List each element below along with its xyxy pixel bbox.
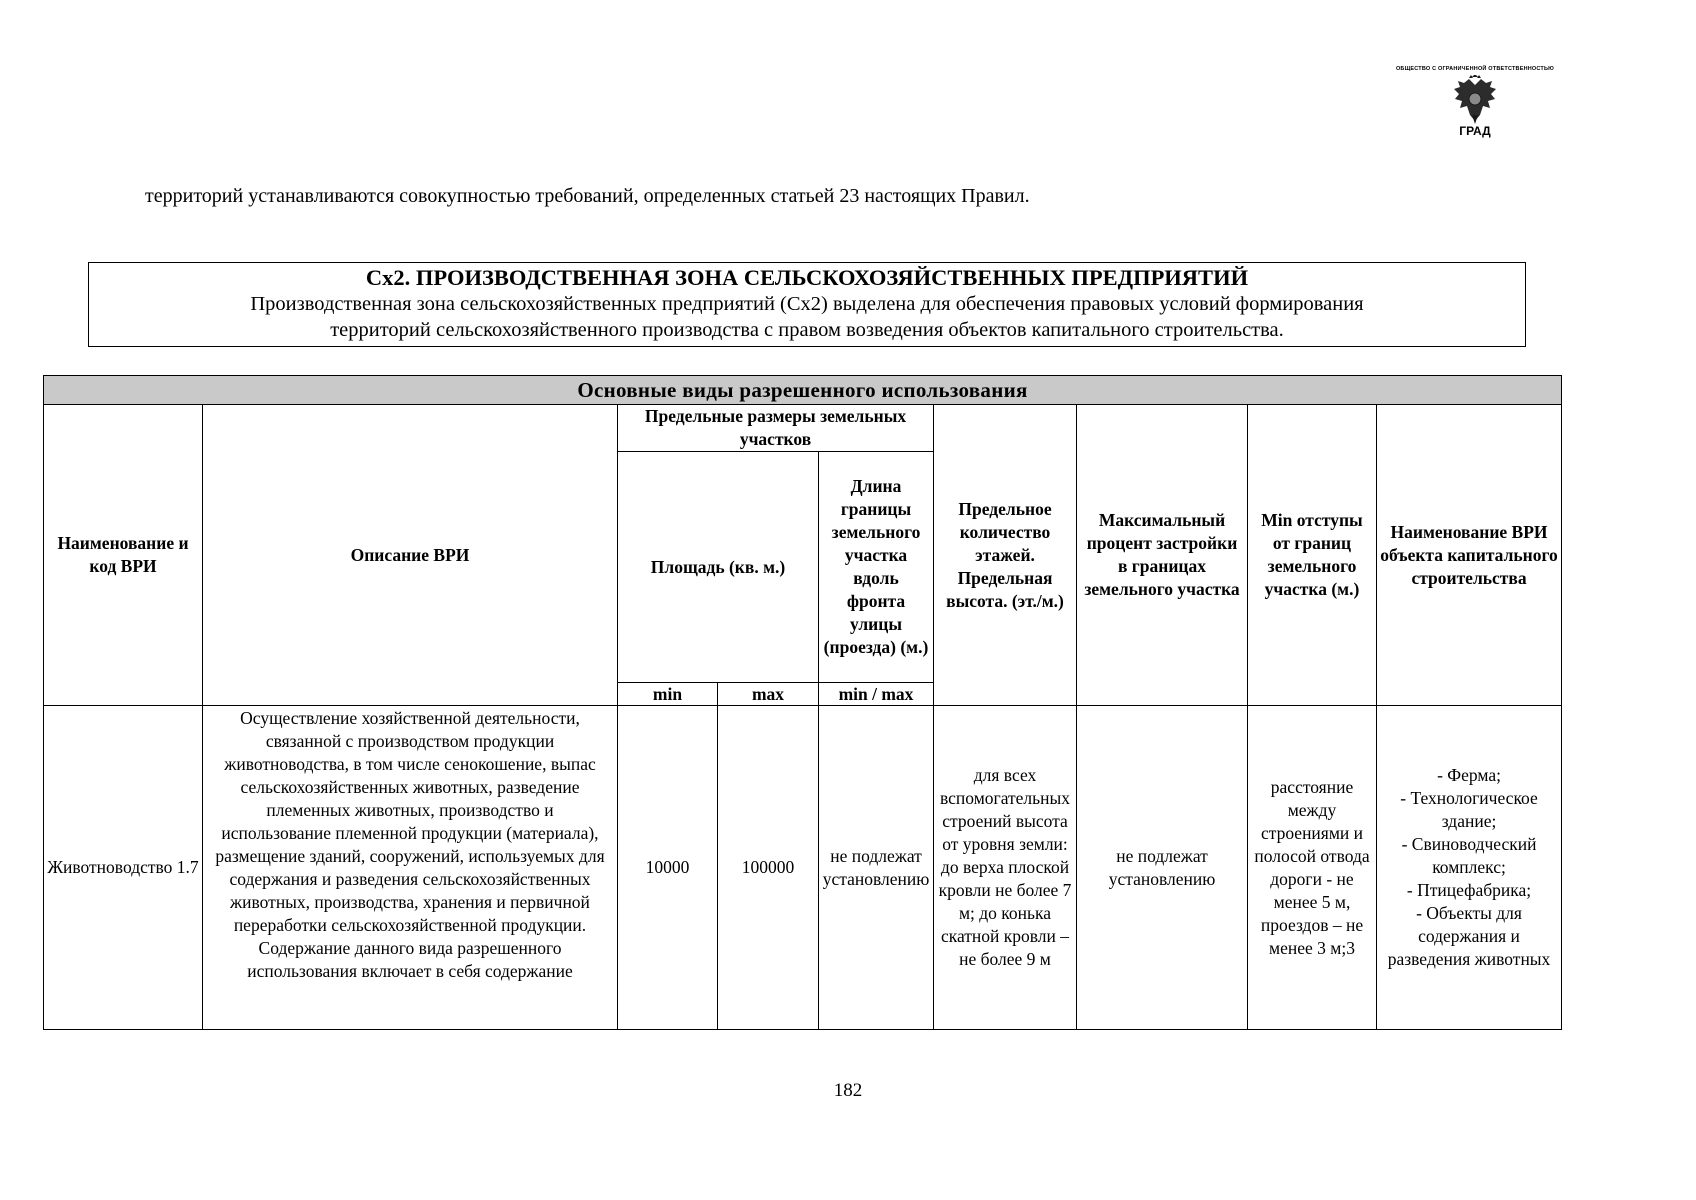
object-item: - Объекты для содержания и разведения животных	[1387, 903, 1551, 969]
cell-floors-height: для всех вспомогательных строений высота от уровня земли: до верха плоской кровли не более 7 м; до конька скатной кровли – не более 9 м	[934, 706, 1077, 1030]
cell-max-percent: не подлежат установлению	[1077, 706, 1248, 1030]
header-area-max: max	[718, 683, 819, 706]
header-object-name: Наименование ВРИ объекта капитального строительства	[1377, 405, 1562, 706]
header-area-min: min	[618, 683, 718, 706]
header-floors-height: Предельное количество этажей. Предельная высота. (эт./м.)	[934, 405, 1077, 706]
cell-objects	[1377, 706, 1562, 1030]
header-min-setback: Min отступы от границ земельного участка (м.)	[1248, 405, 1377, 706]
cell-description-text: Осуществление хозяйственной деятельности, связанной с производством продукции животноводства, в том числе сенокошение, выпас сельскохозяйственных животных, разведение племенных животных, производство и использование племенной продукции (материала), размещение зданий, сооружений, используемых для содержания и разведения сельскохозяйственных животных, производства, хранения и первичной переработки сельскохозяйственной продукции. Содержание данного вида разрешенного использования включает в себя содержание	[215, 708, 605, 981]
zone-description-line-2: территорий сельскохозяйственного производства с правом возведения объектов капитального строительства.	[330, 319, 1284, 341]
object-item: - Свиноводческий комплекс;	[1401, 834, 1537, 877]
object-item: - Ферма;	[1437, 765, 1501, 785]
permitted-use-table	[43, 375, 1562, 1030]
double-headed-eagle-icon	[1452, 75, 1498, 125]
header-max-percent: Максимальный процент застройки в границах земельного участка	[1077, 405, 1248, 706]
object-item: - Технологическое здание;	[1400, 788, 1538, 831]
cell-area-max: 100000	[718, 706, 819, 1030]
company-logo	[1390, 66, 1560, 158]
header-plot-limits: Предельные размеры земельных участков	[618, 405, 934, 452]
object-item: - Птицефабрика;	[1406, 880, 1532, 900]
zone-description-line-1: Производственная зона сельскохозяйственных предприятий (Сх2) выделена для обеспечения правовых условий формирования	[250, 293, 1364, 315]
cell-min-setback: расстояние между строениями и полосой отвода дороги - не менее 5 м, проездов – не менее 3 м;3	[1248, 706, 1377, 1030]
cell-description	[203, 706, 618, 1030]
header-description: Описание ВРИ	[203, 405, 618, 706]
intro-paragraph: территорий устанавливаются совокупностью требований, определенных статьей 23 настоящих Правил.	[145, 185, 1030, 207]
header-boundary-length: Длина границы земельного участка вдоль фронта улицы (проезда) (м.)	[819, 452, 934, 683]
cell-name-code: Животноводство 1.7	[44, 706, 203, 1030]
header-name-code: Наименование и код ВРИ	[44, 405, 203, 706]
zone-title: Сх2. ПРОИЗВОДСТВЕННАЯ ЗОНА СЕЛЬСКОХОЗЯЙСТВЕННЫХ ПРЕДПРИЯТИЙ	[365, 265, 1249, 290]
zone-header-box	[88, 262, 1526, 347]
table-row	[44, 706, 1562, 1030]
section-title: Основные виды разрешенного использования	[44, 376, 1562, 405]
logo-org-text: ОБЩЕСТВО С ОГРАНИЧЕННОЙ ОТВЕТСТВЕННОСТЬЮ	[1395, 66, 1555, 72]
header-boundary-min-max: min / max	[819, 683, 934, 706]
cell-area-min: 10000	[618, 706, 718, 1030]
page-number: 182	[833, 1080, 863, 1101]
cell-boundary-length: не подлежат установлению	[819, 706, 934, 1030]
logo-name: ГРАД	[1459, 123, 1491, 138]
header-area: Площадь (кв. м.)	[618, 452, 819, 683]
